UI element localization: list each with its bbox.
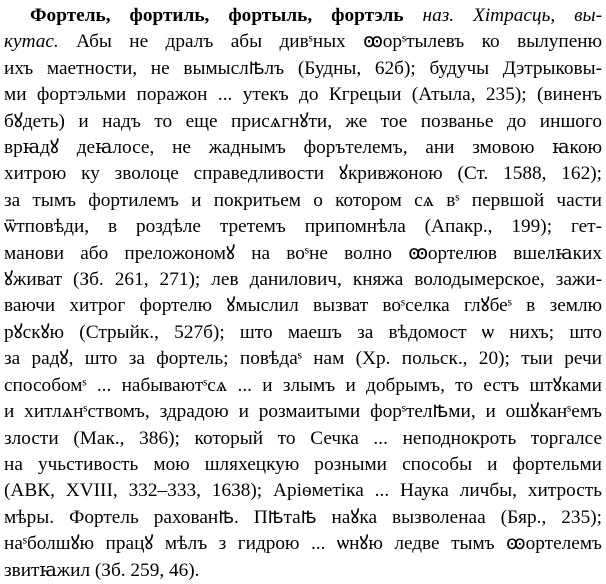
entry-line-19: (АВК, XVIII, 332–333, 1638); Аріѳметіка ... Наука личбы, хитрость (4, 480, 602, 502)
entry-line-10: манови або преложономꙋ на воˢне волно ꙭортелюв вшелꙗких (4, 242, 602, 264)
entry-line-5: бꙋдеть) и надъ то еще присѧгнꙋти, же тое позванье до иншого (4, 110, 602, 132)
entry-line-2 (4, 29, 602, 55)
entry-line-14: за радꙋ, што за фортель; повѣдаˢ нам (Хр. польск., 20); тыи речи (4, 348, 602, 370)
entry-line-13: рꙋскꙋю (Стрыйк., 527б); што маешъ за вѣдомост ѡ нихъ; што (4, 321, 602, 343)
entry-line-16: и хитлѧнˢствомъ, здрадою и розмаитыми форˢтелꙓми, и ошꙋканˢемъ (4, 401, 602, 423)
quote-text: Абы не дралъ абы дивˢных ꙭорˢтылевъ ко вылупеню (76, 31, 602, 53)
headword: Фортель, фортиль, фортыль, фортэль (30, 5, 404, 26)
entry-line-7: хитрою ку зволоце справедливости ꙋкривжоною (Ст. 1588, 162); (4, 163, 602, 185)
entry-line-20: мѣры. Фортель рахованꙓ. Пꙓтаꙓ наꙋка вызволенаа (Бяр., 235); (4, 506, 602, 528)
entry-line-17: злости (Мак., 386); который то Сечка ... неподнокроть торгалсе (4, 427, 602, 449)
gloss-part-2: кутас. (4, 31, 59, 53)
entry-line-12: ваючи хитрог фортелю ꙋмыслил вызват воˢселка глꙋбеˢ в землю (4, 295, 602, 317)
entry-line-22: звитꙗжил (Зб. 259, 46). (4, 559, 200, 581)
entry-line-11: ꙋживат (Зб. 261, 271); лев данилович, княжа володымерское, зажи- (4, 269, 602, 291)
entry-line-6: врꙗдꙋ деꙗлосе, не жаднымъ форътелемъ, ани змовою ꙗкою (4, 137, 602, 159)
entry-line-15: способомˢ ... набываютˢсѧ ... и злымъ и добрымъ, то естъ штꙋками (4, 374, 602, 396)
entry-line-3: ихъ маетности, не вымыслꙓлъ (Будны, 62б); будучы Дэтрыковы- (4, 57, 602, 79)
entry-line-9: ѿтповѣди, в роздѣле третемъ припомнѣла (Апакр., 199); гет- (4, 216, 602, 238)
entry-line-21: наˢболшꙋю працꙋ мѣлъ з гидрою ... ѡнꙋю ледве тымъ ꙭортелемъ (4, 533, 602, 555)
entry-line-4: ми фортэльми поражон ... утекъ до Кгрецыи (Атыла, 235); (виненъ (4, 84, 602, 106)
entry-line-1 (4, 3, 602, 29)
entry-line-8: за тымъ фортилемъ и покритьем о котором сѧ вˢ первшой части (4, 189, 602, 211)
entry-line-18: на учьстивость мою шляхецкую розными способы и фортельми (4, 453, 602, 475)
dictionary-entry (4, 3, 602, 584)
gloss-part-1: наз. Хітрасць, вы- (422, 5, 602, 26)
